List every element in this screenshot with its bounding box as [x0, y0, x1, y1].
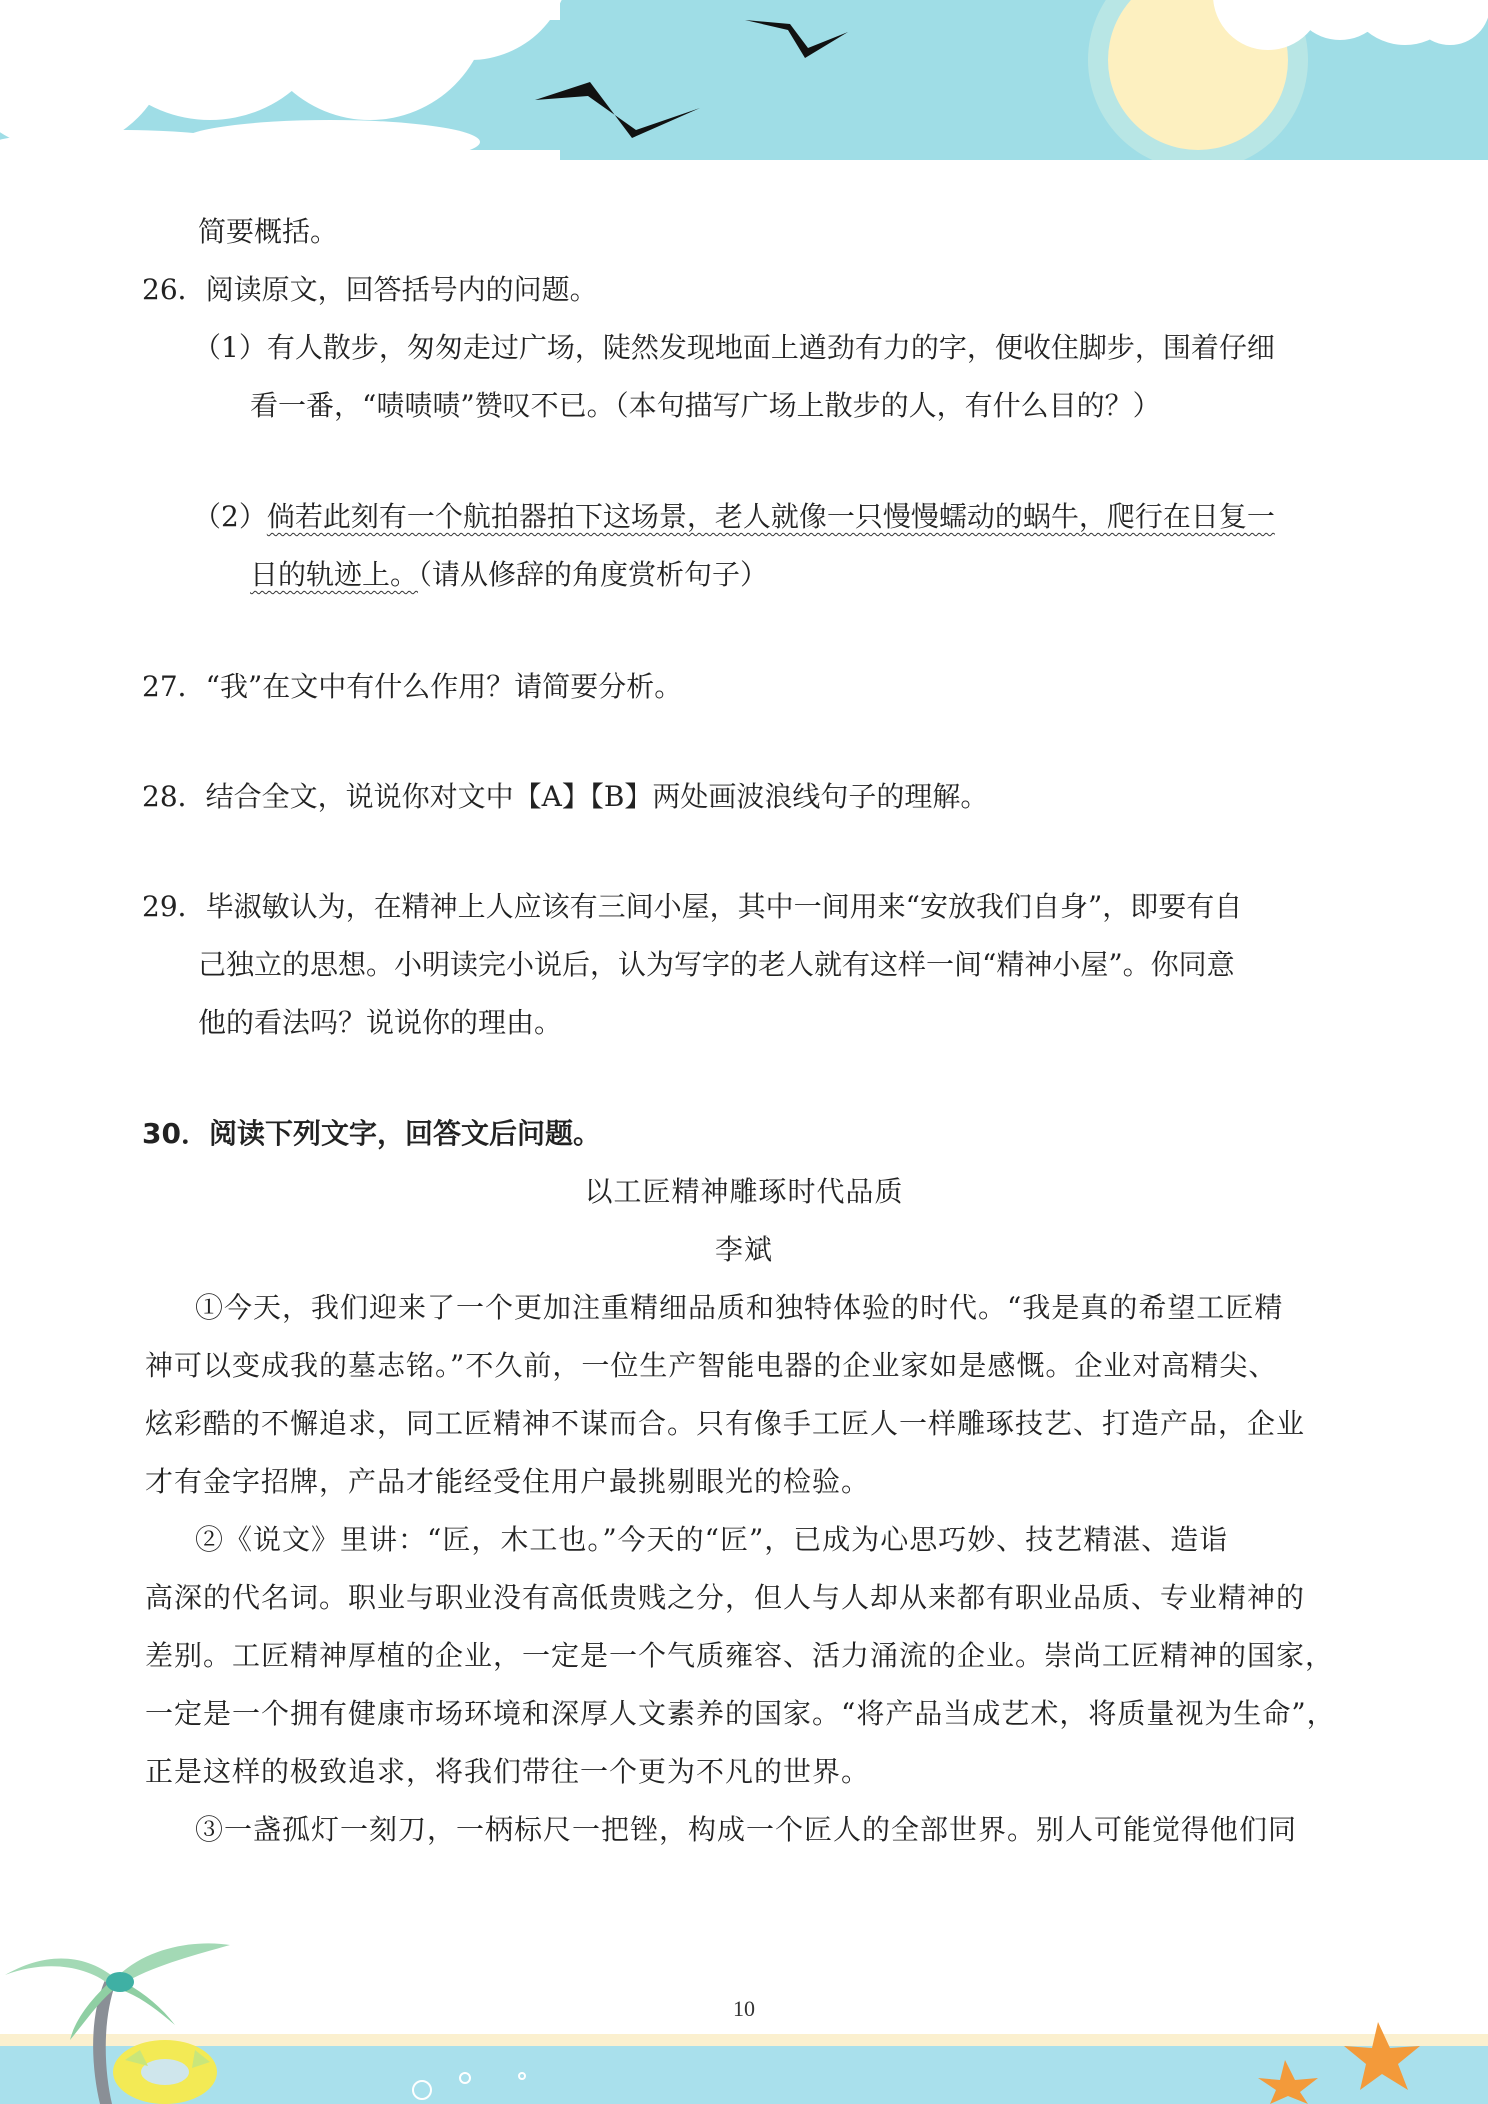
paragraph-2-line: ②《说文》里讲：“匠，木工也。”今天的“匠”，已成为心思巧妙、技艺精湛、造诣	[195, 1523, 1229, 1556]
paragraph-1-line: 才有金字招牌，产品才能经受住用户最挑剔眼光的检验。	[145, 1465, 871, 1498]
swim-ring-icon	[113, 2040, 217, 2104]
question-26-sub2-cont	[0, 555, 1488, 595]
article-title: 以工匠精神雕琢时代品质	[584, 1175, 904, 1208]
question-26-stem: 26．阅读原文，回答括号内的问题。	[142, 273, 598, 306]
question-26-sub2: （2）倘若此刻有一个航拍器拍下这场景，老人就像一只慢慢蠕动的蜗牛，爬行在日复一	[193, 500, 1275, 533]
paragraph-1-line: ①今天，我们迎来了一个更加注重精细品质和独特体验的时代。“我是真的希望工匠精	[195, 1291, 1284, 1324]
question-29-cont: 己独立的思想。小明读完小说后，认为写字的老人就有这样一间“精神小屋”。你同意	[198, 948, 1235, 981]
question-27: 27．“我”在文中有什么作用？请简要分析。	[142, 670, 683, 703]
paragraph-1-line: 炫彩酷的不懈追求，同工匠精神不谋而合。只有像手工匠人一样雕琢技艺、打造产品，企业	[145, 1407, 1306, 1440]
article-author: 李斌	[714, 1233, 773, 1266]
question-29: 29．毕淑敏认为，在精神上人应该有三间小屋，其中一间用来“安放我们自身”，即要有自	[142, 890, 1243, 923]
paragraph-3-line: ③一盏孤灯一刻刀，一柄标尺一把锉，构成一个匠人的全部世界。别人可能觉得他们同	[195, 1813, 1298, 1846]
q25-tail: 简要概括。	[198, 215, 339, 248]
paragraph-2-line: 正是这样的极致追求，将我们带往一个更为不凡的世界。	[145, 1755, 871, 1788]
paragraph-2-line: 高深的代名词。职业与职业没有高低贵贱之分，但人与人却从来都有职业品质、专业精神的	[145, 1581, 1306, 1614]
paragraph-2-line: 一定是一个拥有健康市场环境和深厚人文素养的国家。“将产品当成艺术，将质量视为生命”，	[145, 1697, 1336, 1730]
page-number: 10	[733, 1996, 755, 2021]
question-28: 28．结合全文，说说你对文中【A】【B】两处画波浪线句子的理解。	[142, 780, 989, 813]
wavy-underlined-sentence: 倘若此刻有一个航拍器拍下这场景，老人就像一只慢慢蠕动的蜗牛，爬行在日复一	[266, 500, 1275, 533]
question-30-heading: 30．阅读下列文字，回答文后问题。	[142, 1117, 601, 1150]
question-29-cont2: 他的看法吗？说说你的理由。	[198, 1006, 563, 1039]
header-decoration	[0, 0, 1488, 170]
wavy-underlined-sentence-end: 日的轨迹上。	[250, 558, 419, 591]
question-26-sub1: （1）有人散步，匆匆走过广场，陡然发现地面上遒劲有力的字，便收住脚步，围着仔细	[193, 331, 1275, 364]
paragraph-1-line: 神可以变成我的墓志铭。”不久前，一位生产智能电器的企业家如是感慨。企业对高精尖、	[145, 1349, 1278, 1382]
question-26-sub2-prompt: （请从修辞的角度赏析句子）	[418, 558, 769, 591]
question-26-sub1-cont: 看一番，“啧啧啧”赞叹不已。（本句描写广场上散步的人，有什么目的？）	[250, 389, 1161, 422]
paragraph-2-line: 差别。工匠精神厚植的企业，一定是一个气质雍容、活力涌流的企业。崇尚工匠精神的国家，	[145, 1639, 1335, 1672]
